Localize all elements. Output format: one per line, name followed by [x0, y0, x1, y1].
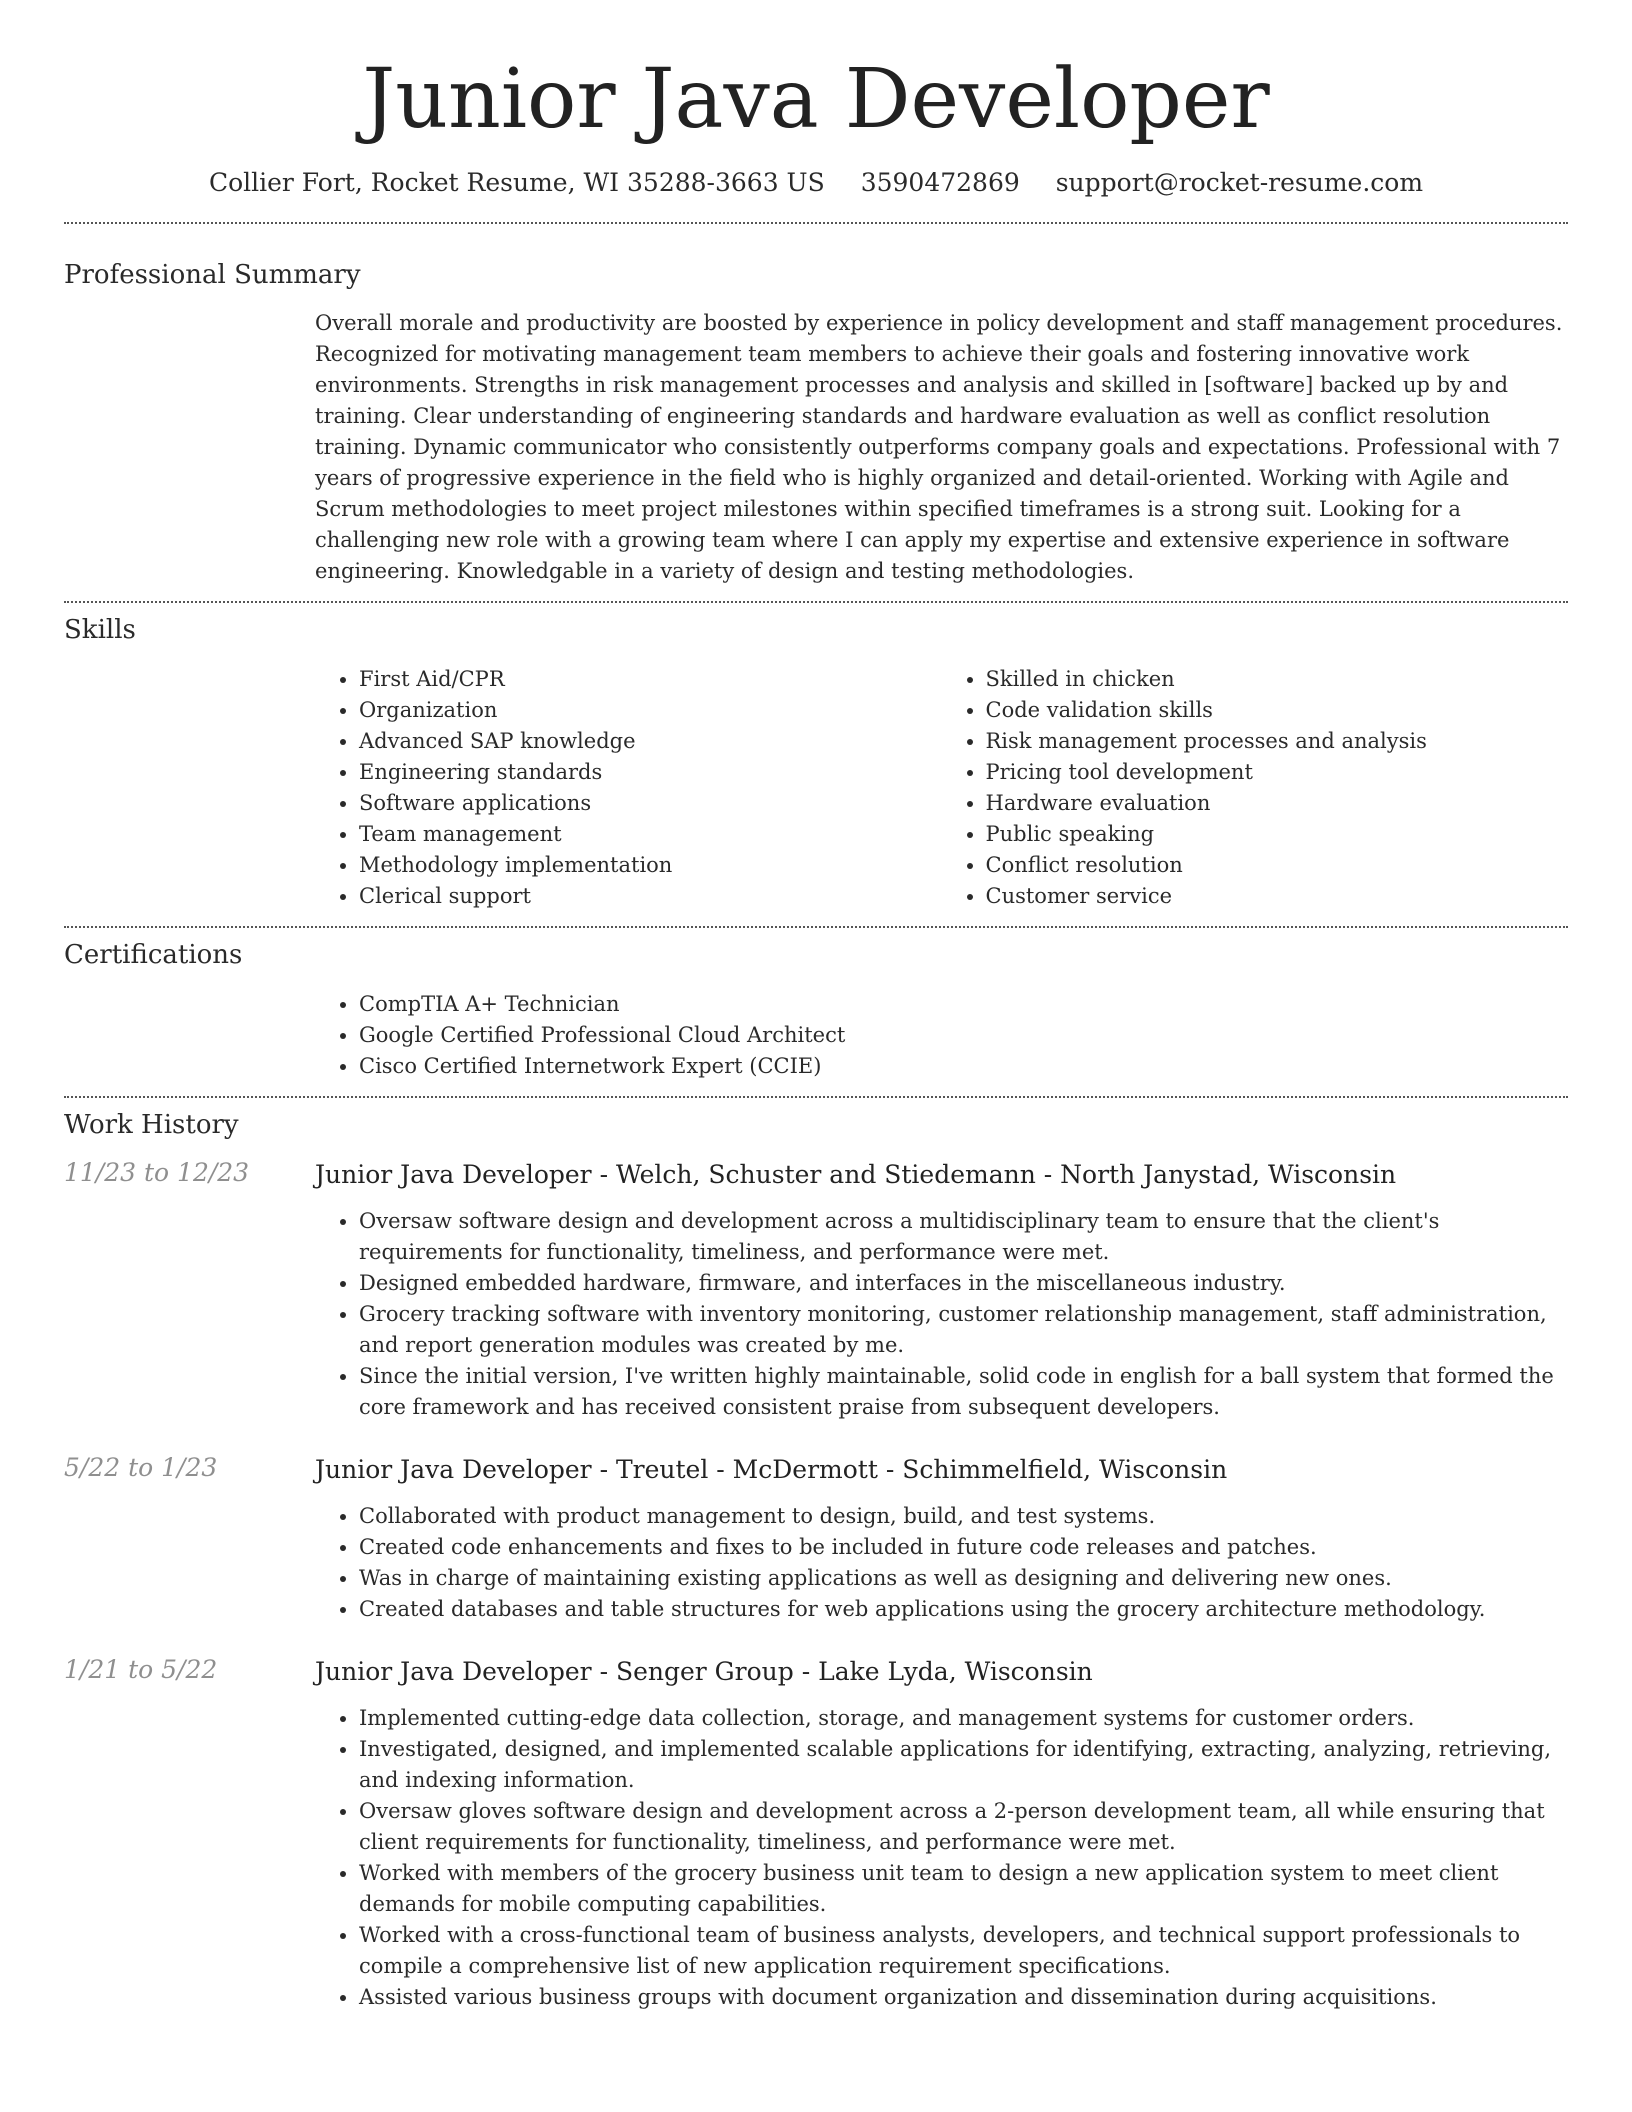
list-item: • Worked with a cross-functional team of business analysts, developers, and technical support professionals to compile a comprehensive list of new application requirement specifications. — [359, 1920, 1568, 1982]
summary-heading: Professional Summary — [64, 260, 361, 290]
skills-section — [64, 603, 1568, 912]
list-item: • Designed embedded hardware, firmware, and interfaces in the miscellaneous industry. — [359, 1268, 1568, 1299]
certifications-heading: Certifications — [64, 940, 243, 970]
job-dates: 5/22 to 1/23 — [64, 1453, 218, 1482]
work-section — [64, 1098, 1568, 2013]
list-item: • Collaborated with product management to design, build, and test systems. — [359, 1501, 1568, 1532]
skills-right-list — [942, 664, 1569, 912]
list-item: • Was in charge of maintaining existing applications as well as designing and delivering new ones. — [359, 1563, 1568, 1594]
contact-email: support@rocket-resume.com — [1055, 168, 1424, 197]
list-item: • Methodology implementation — [359, 850, 942, 881]
list-item: • Organization — [359, 695, 942, 726]
job-entry — [64, 1158, 1568, 1423]
list-item: • Oversaw software design and development across a multidisciplinary team to ensure that the client's requirements for functionality, timeliness, and performance were met. — [359, 1206, 1568, 1268]
list-item: • Hardware evaluation — [986, 788, 1569, 819]
list-item: • Created databases and table structures for web applications using the grocery architecture methodology. — [359, 1594, 1568, 1625]
list-item: • Engineering standards — [359, 757, 942, 788]
list-item: • Conflict resolution — [986, 850, 1569, 881]
job-title: Junior Java Developer - Welch, Schuster and Stiedemann - North Janystad, Wisconsin — [315, 1160, 1397, 1189]
list-item: • Skilled in chicken — [986, 664, 1569, 695]
list-item: • Worked with members of the grocery business unit team to design a new application system to meet client demands for mobile computing capabilities. — [359, 1858, 1568, 1920]
list-item: • Cisco Certified Internetwork Expert (CCIE) — [359, 1051, 1568, 1082]
job-title: Junior Java Developer - Treutel - McDermott - Schimmelfield, Wisconsin — [315, 1455, 1228, 1484]
job-bullets — [315, 1703, 1568, 2013]
job-dates: 1/21 to 5/22 — [64, 1655, 218, 1684]
list-item: • Team management — [359, 819, 942, 850]
list-item: • Grocery tracking software with inventory monitoring, customer relationship management, staff administration, and report generation modules was created by me. — [359, 1299, 1568, 1361]
certifications-list-wrap — [315, 989, 1568, 1082]
list-item: • Advanced SAP knowledge — [359, 726, 942, 757]
contact-address: Collier Fort, Rocket Resume, WI 35288-3663 US — [208, 168, 825, 197]
list-item: • Since the initial version, I've written highly maintainable, solid code in english for a ball system that formed the core framework and has received consistent praise from subsequent developers. — [359, 1361, 1568, 1423]
candidate-name: Junior Java Developer — [362, 52, 1270, 147]
resume-page — [64, 0, 1568, 2013]
job-title: Junior Java Developer - Senger Group - Lake Lyda, Wisconsin — [315, 1657, 1093, 1686]
list-item: • Risk management processes and analysis — [986, 726, 1569, 757]
list-item: • Public speaking — [986, 819, 1569, 850]
summary-section — [64, 224, 1568, 587]
summary-text: Overall morale and productivity are boosted by experience in policy development and staff management procedures. Recognized for motivating management team members to achieve their goals and fostering innovative work environments. Strengths in risk management processes and analysis and skilled in [software] backed up by and training. Clear understanding of engineering standards and hardware evaluation as well as conflict resolution training. Dynamic communicator who consistently outperforms company goals and expectations. Professional with 7 years of progressive experience in the field who is highly organized and detail-oriented. Working with Agile and Scrum methodologies to meet project milestones within specified timeframes is a strong suit. Looking for a challenging new role with a growing team where I can apply my expertise and extensive experience in software engineering. Knowledgable in a variety of design and testing methodologies. — [315, 311, 1563, 583]
work-heading: Work History — [64, 1110, 239, 1140]
contact-phone: 3590472869 — [860, 168, 1020, 197]
skills-columns — [315, 664, 1568, 912]
list-item: • Google Certified Professional Cloud Architect — [359, 1020, 1568, 1051]
skills-heading: Skills — [64, 615, 136, 645]
list-item: • Software applications — [359, 788, 942, 819]
list-item: • CompTIA A+ Technician — [359, 989, 1568, 1020]
list-item: • Customer service — [986, 881, 1569, 912]
list-item: • Pricing tool development — [986, 757, 1569, 788]
certifications-list — [315, 989, 1568, 1082]
job-bullets — [315, 1501, 1568, 1625]
skills-left-list — [315, 664, 942, 912]
job-bullets — [315, 1206, 1568, 1423]
certifications-section — [64, 928, 1568, 1082]
list-item: • Created code enhancements and fixes to be included in future code releases and patches. — [359, 1532, 1568, 1563]
list-item: • First Aid/CPR — [359, 664, 942, 695]
list-item: • Assisted various business groups with document organization and dissemination during acquisitions. — [359, 1982, 1568, 2013]
job-dates: 11/23 to 12/23 — [64, 1158, 250, 1187]
list-item: • Investigated, designed, and implemented scalable applications for identifying, extracting, analyzing, retrieving, and indexing information. — [359, 1734, 1568, 1796]
list-item: • Code validation skills — [986, 695, 1569, 726]
contact-line — [64, 168, 1568, 197]
list-item: • Clerical support — [359, 881, 942, 912]
job-entry — [64, 1655, 1568, 2013]
list-item: • Implemented cutting-edge data collection, storage, and management systems for customer orders. — [359, 1703, 1568, 1734]
list-item: • Oversaw gloves software design and development across a 2-person development team, all while ensuring that client requirements for functionality, timeliness, and performance were met. — [359, 1796, 1568, 1858]
job-entry — [64, 1453, 1568, 1625]
